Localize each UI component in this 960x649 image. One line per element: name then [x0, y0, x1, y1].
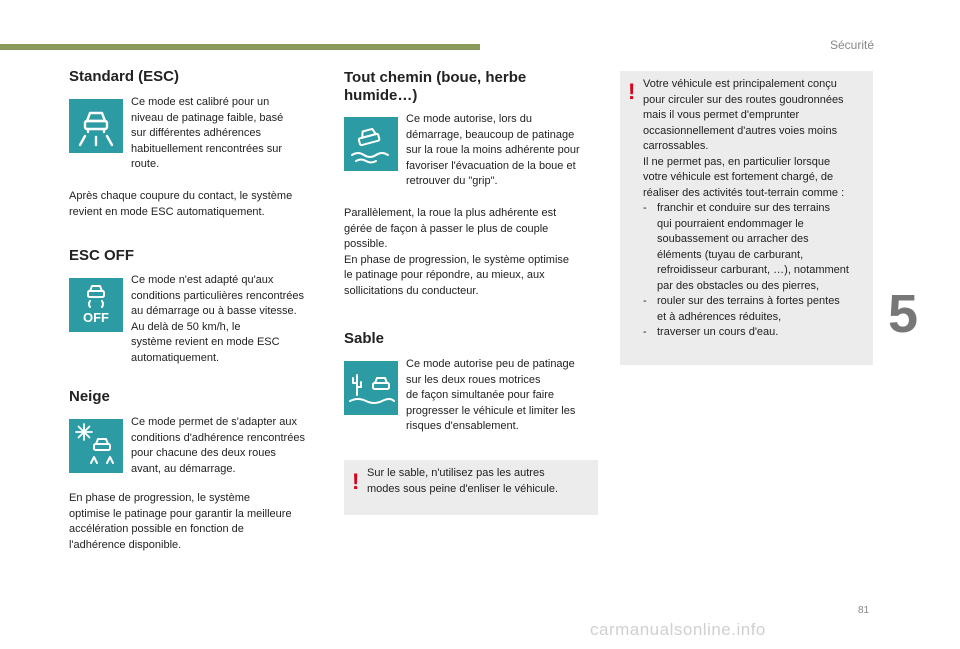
neige-description: Ce mode permet de s'adapter aux conditions d'adhérence rencontrées pour chacune des deux roues avant, au démarrage. [131, 416, 305, 475]
list-item: - traverser un cours d'eau. [643, 326, 779, 338]
sable-description: Ce mode autorise peu de patinage sur les deux roues motrices de façon simultanée pour faire progresser le véhicule et limiter les risques d'ensablement. [406, 358, 576, 432]
standard-esc-heading: Standard (ESC) [69, 68, 180, 85]
neige-heading: Neige [69, 388, 110, 405]
neige-progression-note: En phase de progression, le système optimise le patinage pour garantir la meilleure accélération possible en fonction de l'adhérence disponible. [69, 492, 292, 551]
header-accent-bar [0, 44, 480, 50]
sand-mode-icon [344, 361, 398, 415]
chapter-number: 5 [888, 284, 919, 344]
esc-off-icon [69, 278, 123, 332]
section-title: Sécurité [829, 38, 874, 52]
esc-standard-icon [69, 99, 123, 153]
sable-heading: Sable [344, 330, 385, 347]
list-item: - franchir et conduire sur des terrains qui pourraient endommager le soubassement ou arracher des éléments (tuyau de carburant, refroidisseur carburant, …), notamment par des obstacles ou des pierres, [643, 202, 849, 292]
sable-warning-text: Sur le sable, n'utilisez pas les autres modes sous peine d'enliser le véhicule. [367, 467, 559, 495]
esc-off-icon-label: OFF [83, 310, 109, 325]
tout-chemin-description: Ce mode autorise, lors du démarrage, beaucoup de patinage sur la roue la moins adhérente pour favoriser l'évacuation de la boue et retrouver du "grip". [406, 113, 580, 187]
snow-mode-icon [69, 419, 123, 473]
tout-chemin-heading: Tout chemin (boue, herbe humide…) [344, 69, 527, 104]
sable-warning-box [344, 460, 598, 515]
offroad-restrictions-list [643, 201, 871, 341]
offroad-warning-intro: Votre véhicule est principalement conçu pour circuler sur des routes goudronnées mais il vous permet d'emprunter occasionnellement d'autres voies moins carrossables. Il ne permet pas, en particulier lorsque votre véhicule est fortement chargé, de réaliser des activités tout-terrain comme : [643, 78, 845, 199]
warning-icon: ! [628, 79, 636, 104]
watermark-text: carmanualsonline.info [590, 620, 766, 639]
standard-esc-reset-note: Après chaque coupure du contact, le système revient en mode ESC automatiquement. [69, 190, 293, 218]
list-item: - rouler sur des terrains à fortes pentes et à adhérences réduites, [643, 295, 840, 323]
offroad-warning-box [620, 71, 873, 365]
tout-chemin-details: Parallèlement, la roue la plus adhérente est gérée de façon à passer le plus de couple possible. En phase de progression, le système optimise le patinage pour répondre, au mieux, aux sollicitations du conducteur. [344, 207, 570, 297]
warning-icon: ! [352, 469, 360, 494]
esc-off-heading: ESC OFF [69, 247, 135, 264]
mud-mode-icon [344, 117, 398, 171]
page-number: 81 [858, 605, 870, 616]
standard-esc-description: Ce mode est calibré pour un niveau de patinage faible, basé sur différentes adhérences habituellement rencontrées sur route. [131, 96, 284, 170]
esc-off-description: Ce mode n'est adapté qu'aux conditions particulières rencontrées au démarrage ou à basse vitesse. Au delà de 50 km/h, le système revient en mode ESC automatiquement. [131, 274, 305, 364]
